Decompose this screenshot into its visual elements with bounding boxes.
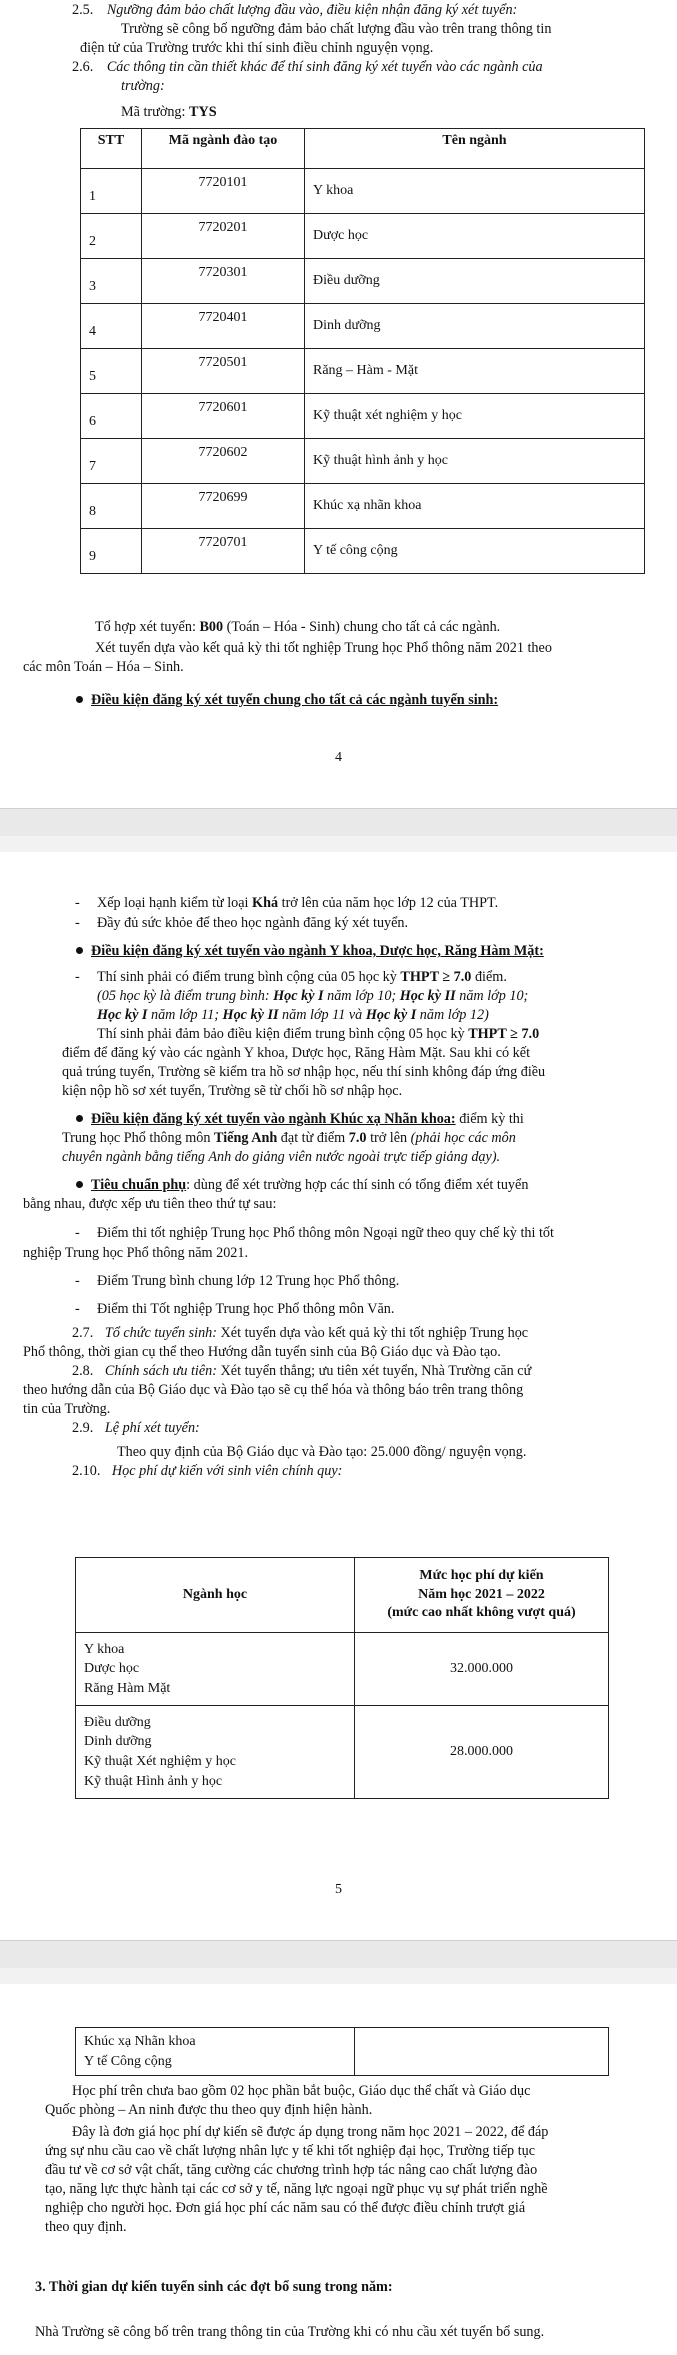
fee-paragraph: theo quy định. <box>45 2219 127 2235</box>
medicine-condition-heading: Điều kiện đăng ký xét tuyển vào ngành Y khoa, Dược học, Răng Hàm Mặt: <box>76 941 544 962</box>
fee-table <box>75 1557 609 1799</box>
optometry-condition-text: chuyên ngành bằng tiếng Anh do giảng viên nước ngoài trực tiếp giảng dạy). <box>62 1149 501 1165</box>
table-row: Y khoa Dược học Răng Hàm Mặt 32.000.000 <box>76 1633 609 1706</box>
general-condition-heading: Điều kiện đăng ký xét tuyển chung cho tất cả các ngành tuyển sinh: <box>76 690 498 711</box>
admission-text: các môn Toán – Hóa – Sinh. <box>23 659 184 675</box>
list-item-cont: nghiệp Trung học Phổ thông năm 2021. <box>23 1245 249 1261</box>
optometry-condition: Điều kiện đăng ký xét tuyển vào ngành Khúc xạ Nhãn khoa: điểm kỳ thi <box>76 1109 524 1130</box>
table-header: STT <box>81 129 142 169</box>
table-header: Tên ngành <box>305 129 645 169</box>
tiebreak-text: bằng nhau, được xếp ưu tiên theo thứ tự sau: <box>23 1196 277 1212</box>
page-separator <box>0 808 677 836</box>
bullet-icon <box>76 696 83 703</box>
fee-table-continued <box>75 2027 609 2076</box>
section-2-6-heading-cont: trường: <box>121 78 165 94</box>
list-item: - Điểm thi tốt nghiệp Trung học Phổ thông môn Ngoại ngữ theo quy chế kỳ thi tốt <box>75 1225 554 1241</box>
bullet-icon <box>76 1115 83 1122</box>
list-item: - Đầy đủ sức khỏe để theo học ngành đăng ký xét tuyển. <box>75 915 409 931</box>
table-row: 5 7720501 Răng – Hàm - Mặt <box>81 349 645 394</box>
medicine-condition-text: điểm để đăng ký vào các ngành Y khoa, Dược học, Răng Hàm Mặt. Sau khi có kết <box>62 1045 531 1061</box>
admission-text: Xét tuyển dựa vào kết quả kỳ thi tốt nghiệp Trung học Phổ thông năm 2021 theo <box>95 640 552 656</box>
table-header-row <box>76 1558 609 1633</box>
table-row: 9 7720701 Y tế công cộng <box>81 529 645 574</box>
bullet-icon <box>76 1181 83 1188</box>
section-3-heading: 3. Thời gian dự kiến tuyển sinh các đợt bổ sung trong năm: <box>35 2279 393 2295</box>
medicine-condition-text: kiện nộp hồ sơ xét tuyển, Trường sẽ từ chối hồ sơ nhập học. <box>62 1083 403 1099</box>
table-row: 7 7720602 Kỹ thuật hình ảnh y học <box>81 439 645 484</box>
fee-paragraph: nghiệp cho người học. Đơn giá học phí các năm sau có thể được điều chỉnh trượt giá <box>45 2200 526 2216</box>
section-2-10: 2.10. Học phí dự kiến với sinh viên chính quy: <box>72 1463 343 1479</box>
table-row: Điều dưỡng Dinh dưỡng Kỹ thuật Xét nghiệm y học Kỹ thuật Hình ảnh y học 28.000.000 <box>76 1706 609 1799</box>
fee-note: Học phí trên chưa bao gồm 02 học phần bắt buộc, Giáo dục thể chất và Giáo dục <box>72 2083 531 2099</box>
list-item: - Điểm thi Tốt nghiệp Trung học Phổ thông môn Văn. <box>75 1301 395 1317</box>
table-row: 4 7720401 Dinh dưỡng <box>81 304 645 349</box>
table-row: 2 7720201 Dược học <box>81 214 645 259</box>
section-2-7: 2.7. Tổ chức tuyển sinh: Xét tuyển dựa vào kết quả kỳ thi tốt nghiệp Trung học <box>72 1325 529 1341</box>
fee-paragraph: Đây là đơn giá học phí dự kiến sẽ được áp dụng trong năm học 2021 – 2022, để đáp <box>72 2124 549 2140</box>
semester-note: Học kỳ I năm lớp 11; Học kỳ II năm lớp 11 và Học kỳ I năm lớp 12) <box>97 1007 489 1023</box>
section-3-text: Nhà Trường sẽ công bố trên trang thông tin của Trường khi có nhu cầu xét tuyển bổ sung. <box>35 2324 545 2340</box>
fee-note: Quốc phòng – An ninh được thu theo quy định hiện hành. <box>45 2102 373 2118</box>
section-2-8: 2.8. Chính sách ưu tiên: Xét tuyển thẳng; ưu tiên xét tuyển, Nhà Trường căn cứ <box>72 1363 532 1379</box>
table-row: 6 7720601 Kỹ thuật xét nghiệm y học <box>81 394 645 439</box>
fee-paragraph: ứng sự nhu cầu cao về chất lượng nhân lực y tế khi tốt nghiệp đại học, Trường tiếp tục <box>45 2143 536 2159</box>
section-2-6-heading: 2.6. Các thông tin cần thiết khác để thí sinh đăng ký xét tuyển vào các ngành của <box>72 59 543 75</box>
page-number: 4 <box>335 750 342 765</box>
tiebreak-criteria: Tiêu chuẩn phụ: dùng để xét trường hợp các thí sinh có tổng điểm xét tuyển <box>76 1175 528 1196</box>
table-row: 8 7720699 Khúc xạ nhãn khoa <box>81 484 645 529</box>
majors-table <box>80 128 645 574</box>
table-header: Mã ngành đào tạo <box>142 129 305 169</box>
table-header: Ngành học <box>76 1558 355 1633</box>
section-2-5-text: điện tử của Trường trước khi thí sinh điều chỉnh nguyện vọng. <box>80 40 434 56</box>
section-2-9-text: Theo quy định của Bộ Giáo dục và Đào tạo: 25.000 đồng/ nguyện vọng. <box>117 1444 527 1460</box>
table-header: Mức học phí dự kiến Năm học 2021 – 2022 (mức cao nhất không vượt quá) <box>355 1558 609 1633</box>
school-code: Mã trường: TYS <box>121 104 217 120</box>
medicine-condition-text: quả trúng tuyển, Trường sẽ kiểm tra hồ sơ nhập học, nếu thí sinh không đáp ứng điều <box>62 1064 546 1080</box>
page-separator <box>0 836 677 852</box>
section-2-8-text: theo hướng dẫn của Bộ Giáo dục và Đào tạo sẽ cụ thể hóa và thông báo trên trang thông <box>23 1382 524 1398</box>
optometry-condition-text: Trung học Phổ thông môn Tiếng Anh đạt từ điểm 7.0 trở lên (phải học các môn <box>62 1130 516 1146</box>
table-header-row <box>81 129 645 169</box>
medicine-condition-text: Thí sinh phải đảm bảo điều kiện điểm trung bình cộng 05 học kỳ THPT ≥ 7.0 <box>97 1026 540 1042</box>
page-number: 5 <box>335 1882 342 1897</box>
table-row: 1 7720101 Y khoa <box>81 169 645 214</box>
semester-note: (05 học kỳ là điểm trung bình: Học kỳ I năm lớp 10; Học kỳ II năm lớp 10; <box>97 988 529 1004</box>
section-2-5-heading: 2.5. Ngưỡng đảm bảo chất lượng đầu vào, điều kiện nhận đăng ký xét tuyển: <box>72 2 518 18</box>
bullet-icon <box>76 947 83 954</box>
section-2-8-text: tin của Trường. <box>23 1401 111 1417</box>
list-item: - Xếp loại hạnh kiểm từ loại Khá trở lên của năm học lớp 12 của THPT. <box>75 895 499 911</box>
table-row: Khúc xạ Nhãn khoa Y tế Công cộng <box>76 2028 609 2076</box>
section-2-5-text: Trường sẽ công bố ngưỡng đảm bảo chất lượng đầu vào trên trang thông tin <box>121 21 552 37</box>
list-item: - Điểm Trung bình chung lớp 12 Trung học Phổ thông. <box>75 1273 400 1289</box>
fee-paragraph: tạo, năng lực thực hành tại các cơ sở y tế, năng lực ngoại ngữ phục vụ sự phát triển nghề <box>45 2181 548 2197</box>
fee-paragraph: đầu tư về cơ sở vật chất, tăng cường các chương trình hợp tác nâng cao chất lượng đào <box>45 2162 538 2178</box>
page-separator <box>0 1968 677 1984</box>
section-2-9: 2.9. Lệ phí xét tuyển: <box>72 1420 200 1436</box>
section-2-7-text: Phổ thông, thời gian cụ thể theo Hướng dẫn tuyển sinh của Bộ Giáo dục và Đào tạo. <box>23 1344 501 1360</box>
table-row: 3 7720301 Điều dưỡng <box>81 259 645 304</box>
subject-combination: Tổ hợp xét tuyển: B00 (Toán – Hóa - Sinh) chung cho tất cả các ngành. <box>95 619 501 635</box>
page-separator <box>0 1940 677 1968</box>
list-item: - Thí sinh phải có điểm trung bình cộng của 05 học kỳ THPT ≥ 7.0 điểm. <box>75 969 507 985</box>
